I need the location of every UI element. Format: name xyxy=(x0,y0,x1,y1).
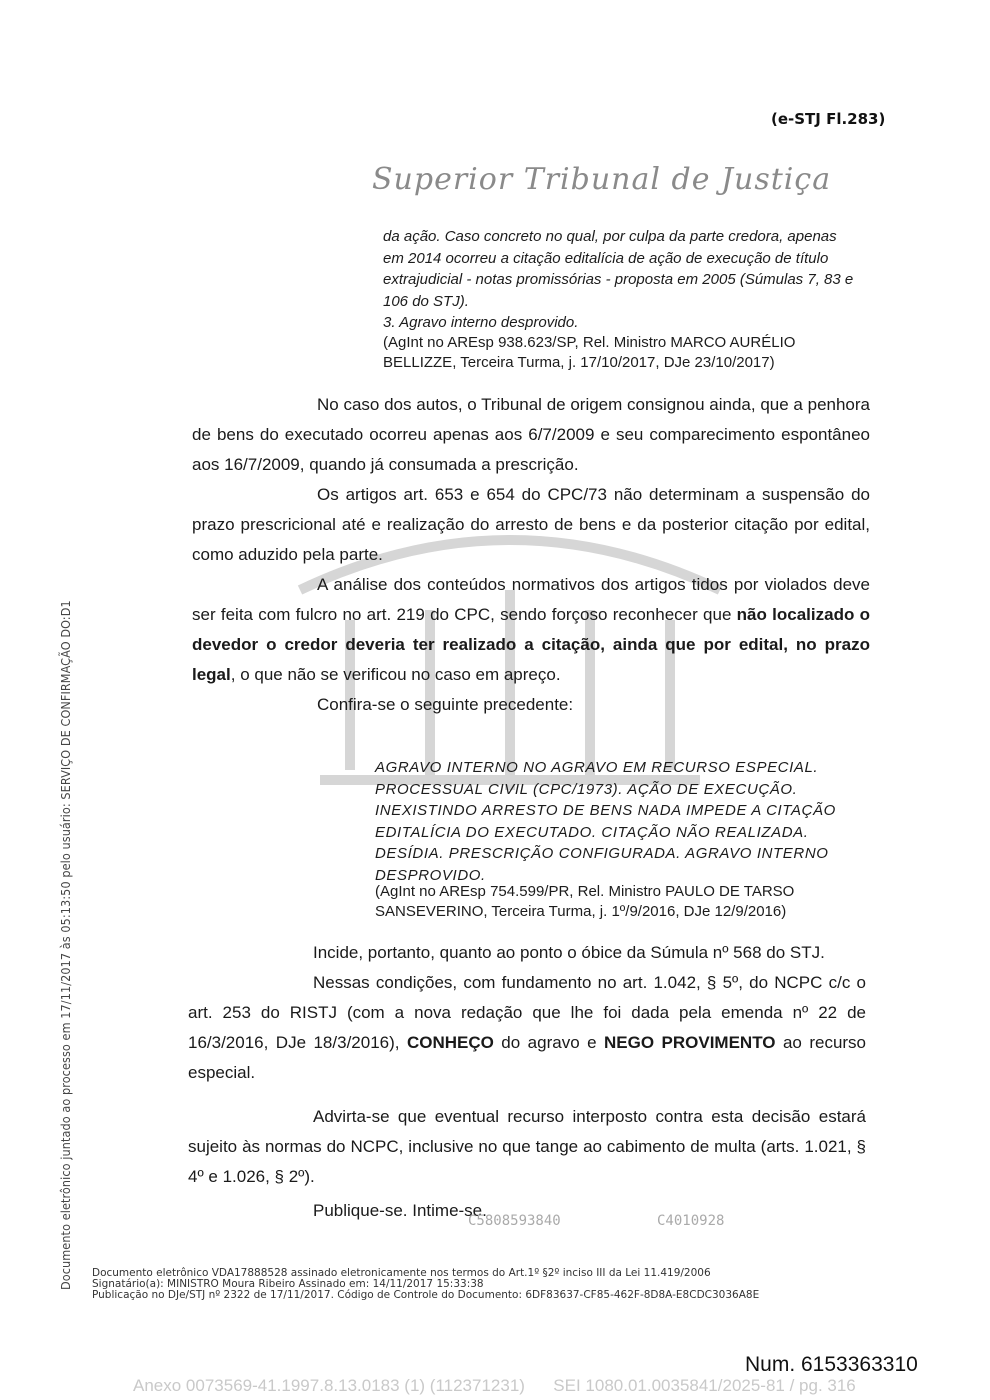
quote-line: 3. Agravo interno desprovido. xyxy=(383,314,579,331)
conheco-bold: CONHEÇO xyxy=(406,1033,494,1052)
paragraph-incide: Incide, portanto, quanto ao ponto o óbice da Súmula nº 568 do STJ. xyxy=(313,943,825,962)
quote-block-2 xyxy=(375,757,870,886)
nessas-mid: do agravo e xyxy=(493,1033,605,1052)
side-juntada-text: Documento eletrônico juntado ao processo em 17/11/2017 às 05:13:50 pelo usuário: SERVIÇO DE CONFIRMAÇÃO DO:D1 xyxy=(58,600,73,1290)
paragraph-advirta: Advirta-se que eventual recurso interposto contra esta decisão estará sujeito às normas do NCPC, inclusive no que tange ao cabimento de multa (arts. 1.021, § 4º e 1.026, § 2º). xyxy=(188,1107,866,1186)
quote-2-reference xyxy=(375,882,870,922)
quote-line: 106 do STJ). xyxy=(383,292,469,310)
quote-line: INEXISTINDO ARRESTO DE BENS NADA IMPEDE A CITAÇÃO xyxy=(375,802,836,819)
court-title: Superior Tribunal de Justiça xyxy=(372,162,832,197)
quote-ref-line: (AgInt no AREsp 938.623/SP, Rel. Ministro MARCO AURÉLIO xyxy=(383,334,796,351)
footer-meta-line: Publicação no DJe/STJ nº 2322 de 17/11/2017. Código de Controle do Documento: 6DF83637-CF85-462F-8D8A-E8CDC3036A8E xyxy=(92,1289,760,1301)
paragraph-penhora: No caso dos autos, o Tribunal de origem consignou ainda, que a penhora de bens do executado ocorreu apenas aos 6/7/2009 e seu comparecimento espontâneo aos 16/7/2009, quando já consumada a prescrição. xyxy=(192,395,870,474)
quote-1-reference xyxy=(383,333,873,373)
stamp-code-1: C5808593840 xyxy=(468,1213,561,1229)
analise-end: , o que não se verificou no caso em apreço. xyxy=(230,665,561,684)
footer-meta xyxy=(92,1268,792,1301)
footer-meta-line: Signatário(a): MINISTRO Moura Ribeiro Assinado em: 14/11/2017 15:33:38 xyxy=(92,1278,484,1290)
nego-provimento-bold: NEGO PROVIMENTO xyxy=(604,1033,776,1052)
nessas-text: Nessas condições, com fundamento no art. 1.042, § 5º, do NCPC c/c o art. 253 do RISTJ (com a nova redação que lhe foi dada pela emenda nº 22 de 16/3/2016, DJe 18/3/2016), xyxy=(188,973,866,1052)
quote-line: PROCESSUAL CIVIL (CPC/1973). AÇÃO DE EXECUÇÃO. xyxy=(375,780,798,798)
quote-line: DESÍDIA. PRESCRIÇÃO CONFIGURADA. AGRAVO INTERNO xyxy=(375,845,829,862)
body-section-1 xyxy=(192,390,870,720)
paragraph-publique: Publique-se. Intime-se. xyxy=(313,1201,487,1220)
quote-ref-line: BELLIZZE, Terceira Turma, j. 17/10/2017, DJe 23/10/2017) xyxy=(383,354,775,371)
paragraph-nessas xyxy=(188,968,866,1088)
quote-line: EDITALÍCIA DO EXECUTADO. CITAÇÃO NÃO REALIZADA. xyxy=(375,823,809,841)
stamp-code-2: C4010928 xyxy=(657,1213,725,1229)
quote-line: DESPROVIDO. xyxy=(375,866,486,884)
analise-text: A análise dos conteúdos normativos dos artigos tidos por violados deve ser feita com fulcro no art. 219 do CPC, sendo forçoso reconhecer que xyxy=(192,575,870,624)
folio-number: (e-STJ Fl.283) xyxy=(771,110,886,128)
paragraph-analise xyxy=(192,570,870,690)
quote-ref-line: SANSEVERINO, Terceira Turma, j. 1º/9/2016, DJe 12/9/2016) xyxy=(375,903,787,920)
quote-line: AGRAVO INTERNO NO AGRAVO EM RECURSO ESPECIAL. xyxy=(375,759,819,776)
quote-line: extrajudicial - notas promissórias - proposta em 2005 (Súmulas 7, 83 e xyxy=(383,271,854,288)
body-section-2 xyxy=(188,938,866,1226)
document-number: Num. 6153363310 xyxy=(745,1353,918,1376)
nessas-end: ao recurso especial. xyxy=(188,1033,867,1082)
quote-block-1 xyxy=(383,226,873,334)
quote-line: da ação. Caso concreto no qual, por culpa da parte credora, apenas xyxy=(383,228,837,245)
quote-ref-line: (AgInt no AREsp 754.599/PR, Rel. Ministro PAULO DE TARSO xyxy=(375,883,795,900)
footer-meta-line: Documento eletrônico VDA17888528 assinado eletronicamente nos termos do Art.1º §2º inciso III da Lei 11.419/2006 xyxy=(92,1267,711,1279)
quote-line: em 2014 ocorreu a citação editalícia de ação de execução de título xyxy=(383,249,829,267)
analise-bold: não localizado o devedor o credor deveria ter realizado a citação, ainda que por edital, no prazo legal xyxy=(192,605,870,684)
paragraph-confira: Confira-se o seguinte precedente: xyxy=(317,695,574,714)
annex-reference: Anexo 0073569-41.1997.8.13.0183 (1) (112371231) SEI 1080.01.0035841/2025-81 / pg. 316 xyxy=(133,1376,856,1395)
paragraph-artigos: Os artigos art. 653 e 654 do CPC/73 não determinam a suspensão do prazo prescricional até e realização do arresto de bens e da posterior citação por edital, como aduzido pela parte. xyxy=(192,485,870,564)
